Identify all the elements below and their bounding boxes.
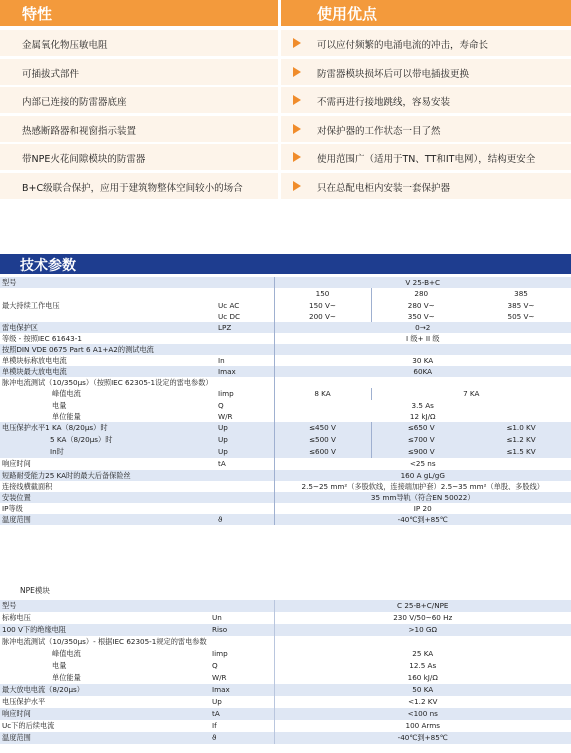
npe-params-table (0, 600, 571, 744)
value: 12 kJ/Ω (274, 411, 571, 422)
features-header-right-label: 使用优点 (317, 5, 378, 23)
label: 单位能量 (0, 411, 216, 422)
value: >10 GΩ (274, 624, 571, 636)
label: 短路耐受能力25 KA时的最大后备保险丝 (0, 470, 274, 481)
benefit-text: 只在总配电柜内安装一套保护器 (317, 182, 451, 194)
label: 电压保护水平 (0, 696, 210, 708)
table-row (0, 624, 571, 636)
symbol: ϑ (210, 732, 274, 744)
symbol: Up (216, 446, 274, 458)
benefit-text: 可以应付频繁的电涌电流的冲击，寿命长 (317, 40, 489, 51)
table-row (0, 311, 571, 322)
value: 385 V~ (471, 300, 571, 311)
value: 160 A gL/gG (274, 470, 571, 481)
label: 100 V下的绝缘电阻 (0, 624, 210, 636)
label: 连接线横截面积 (0, 481, 216, 492)
value: 3.5 As (274, 400, 571, 411)
value: ≤500 V (274, 434, 371, 446)
symbol: Uc AC (216, 300, 274, 311)
triangle-arrow-icon (293, 95, 301, 105)
feature-text: B+C级联合保护，应用于建筑物整体空间较小的场合 (22, 182, 243, 194)
benefit-text: 不需再进行接地跳线，容易安装 (317, 97, 451, 108)
features-header-left-label: 特性 (22, 5, 53, 23)
feature-row (0, 59, 571, 88)
value: -40℃到+85℃ (274, 514, 571, 525)
symbol: W/R (210, 672, 274, 684)
label: 响应时间 (0, 458, 216, 470)
label: 温度范围 (0, 514, 216, 525)
table-row (0, 400, 571, 411)
table-row (0, 434, 571, 446)
label: 等级 - 按照IEC 61643-1 (0, 333, 216, 344)
label: 最大放电电流（8/20μs） (0, 684, 210, 696)
table-row (0, 388, 571, 400)
value: 0→2 (274, 322, 571, 333)
features-list (0, 30, 571, 201)
symbol: tA (210, 708, 274, 720)
benefit-text: 使用范围广（适用于TN、TT和IT电网），结构更安全 (317, 154, 536, 165)
value: 35 mm导轨（符合EN 50022） (274, 492, 571, 503)
tech-params-table (0, 277, 571, 525)
value: 160 kJ/Ω (274, 672, 571, 684)
feature-row (0, 30, 571, 59)
symbol: Up (210, 696, 274, 708)
label: In时 (0, 446, 216, 458)
table-row (0, 288, 571, 300)
value: 8 KA (274, 388, 371, 400)
value: 200 V~ (274, 311, 371, 322)
npe-section-title: NPE模块 (20, 586, 50, 595)
table-row (0, 446, 571, 458)
table-row (0, 732, 571, 744)
value: ≤450 V (274, 422, 371, 434)
symbol: tA (216, 458, 274, 470)
symbol: Up (216, 422, 274, 434)
label: 脉冲电流测试（10/350μs）（按照IEC 62305-1设定的雷电参数） (0, 377, 274, 388)
table-row (0, 708, 571, 720)
table-row (0, 355, 571, 366)
value: 7 KA (371, 388, 571, 400)
label: 单模块最大放电电流 (0, 366, 216, 377)
label: 单模块标称放电电流 (0, 355, 216, 366)
value: <100 ns (274, 708, 571, 720)
label: 电量 (0, 400, 216, 411)
table-row (0, 648, 571, 660)
table-row (0, 503, 571, 514)
value: 230 V/50~60 Hz (274, 612, 571, 624)
symbol: Riso (210, 624, 274, 636)
value: 25 KA (274, 648, 571, 660)
label: 单位能量 (0, 672, 210, 684)
feature-row (0, 87, 571, 116)
value: ≤1.5 KV (471, 446, 571, 458)
table-row (0, 720, 571, 732)
feature-text: 可插拔式部件 (22, 68, 80, 80)
triangle-arrow-icon (293, 181, 301, 191)
label: 脉冲电流测试（10/350μs）- 根据IEC 62305-1规定的雷电参数 (0, 636, 274, 648)
table-row (0, 481, 571, 492)
triangle-arrow-icon (293, 38, 301, 48)
value: 100 Arms (274, 720, 571, 732)
value: IP 20 (274, 503, 571, 514)
symbol: Up (216, 434, 274, 446)
symbol: ϑ (216, 514, 274, 525)
value: 505 V~ (471, 311, 571, 322)
table-row (0, 422, 571, 434)
symbol: W/R (216, 411, 274, 422)
value: 50 KA (274, 684, 571, 696)
value: ≤1.0 KV (471, 422, 571, 434)
features-header-right (281, 0, 571, 26)
features-header-left (0, 0, 278, 26)
value: <25 ns (274, 458, 571, 470)
value: ≤650 V (371, 422, 471, 434)
table-row (0, 514, 571, 525)
label: 安装位置 (0, 492, 216, 503)
value: ≤700 V (371, 434, 471, 446)
table-row (0, 366, 571, 377)
symbol: Uc DC (216, 311, 274, 322)
table-row (0, 636, 571, 648)
feature-row (0, 116, 571, 145)
symbol: Iimp (210, 648, 274, 660)
table-row (0, 344, 571, 355)
label: Uc下的后续电流 (0, 720, 210, 732)
triangle-arrow-icon (293, 67, 301, 77)
value: V 25-B+C (274, 277, 571, 288)
label: 型号 (0, 277, 216, 288)
label: 响应时间 (0, 708, 210, 720)
label: 标称电压 (0, 612, 210, 624)
triangle-arrow-icon (293, 152, 301, 162)
tech-section-header (0, 254, 571, 274)
value: <1.2 KV (274, 696, 571, 708)
feature-text: 热感断路器和视窗指示装置 (22, 125, 137, 137)
value: 2.5~25 mm²（多股软线，连接端加护套）2.5~35 mm²（单股、多股线） (274, 481, 571, 492)
table-row (0, 300, 571, 311)
symbol: In (216, 355, 274, 366)
value: ≤600 V (274, 446, 371, 458)
value: ≤900 V (371, 446, 471, 458)
label: 5 KA（8/20μs）时 (0, 434, 216, 446)
table-row (0, 684, 571, 696)
value: I 级+ II 级 (274, 333, 571, 344)
symbol: Q (210, 660, 274, 672)
column-header: 385 (471, 288, 571, 300)
table-row (0, 600, 571, 612)
feature-text: 带NPE火花间隙模块的防雷器 (22, 154, 146, 165)
symbol: If (210, 720, 274, 732)
label: 型号 (0, 600, 210, 612)
table-row (0, 672, 571, 684)
value: ≤1.2 KV (471, 434, 571, 446)
table-row (0, 470, 571, 481)
table-row (0, 411, 571, 422)
benefit-text: 对保护器的工作状态一目了然 (317, 125, 441, 137)
value: 12.5 As (274, 660, 571, 672)
features-header (0, 0, 571, 26)
feature-row (0, 144, 571, 173)
value: C 25-B+C/NPE (274, 600, 571, 612)
table-row (0, 612, 571, 624)
column-header: 280 (371, 288, 471, 300)
table-row (0, 696, 571, 708)
label: 按照DIN VDE 0675 Part 6 A1+A2的测试电流 (0, 344, 274, 355)
label: 电量 (0, 660, 210, 672)
feature-text: 内部已连接的防雷器底座 (22, 97, 127, 108)
symbol: Imax (210, 684, 274, 696)
label: 峰值电流 (0, 648, 210, 660)
label: 雷电保护区 (0, 322, 216, 333)
label: 电压保护水平1 KA（8/20μs）时 (0, 422, 216, 434)
symbol: Imax (216, 366, 274, 377)
table-row (0, 277, 571, 288)
label: 峰值电流 (0, 388, 216, 400)
column-header: 150 (274, 288, 371, 300)
label: IP等级 (0, 503, 216, 514)
feature-text: 金属氧化物压敏电阻 (22, 40, 108, 51)
table-row (0, 492, 571, 503)
value: 350 V~ (371, 311, 471, 322)
symbol: Q (216, 400, 274, 411)
triangle-arrow-icon (293, 124, 301, 134)
value: 280 V~ (371, 300, 471, 311)
feature-row (0, 173, 571, 202)
table-row (0, 458, 571, 470)
value: 150 V~ (274, 300, 371, 311)
table-row (0, 377, 571, 388)
tech-section-title: 技术参数 (20, 258, 76, 274)
value: 60KA (274, 366, 571, 377)
label: 温度范围 (0, 732, 210, 744)
value: -40℃到+85℃ (274, 732, 571, 744)
symbol: Un (210, 612, 274, 624)
label: 最大持续工作电压 (0, 300, 216, 311)
symbol: Iimp (216, 388, 274, 400)
table-row (0, 333, 571, 344)
symbol: LPZ (216, 322, 274, 333)
value: 30 KA (274, 355, 571, 366)
benefit-text: 防雷器模块损坏后可以带电插拔更换 (317, 68, 470, 80)
table-row (0, 322, 571, 333)
table-row (0, 660, 571, 672)
